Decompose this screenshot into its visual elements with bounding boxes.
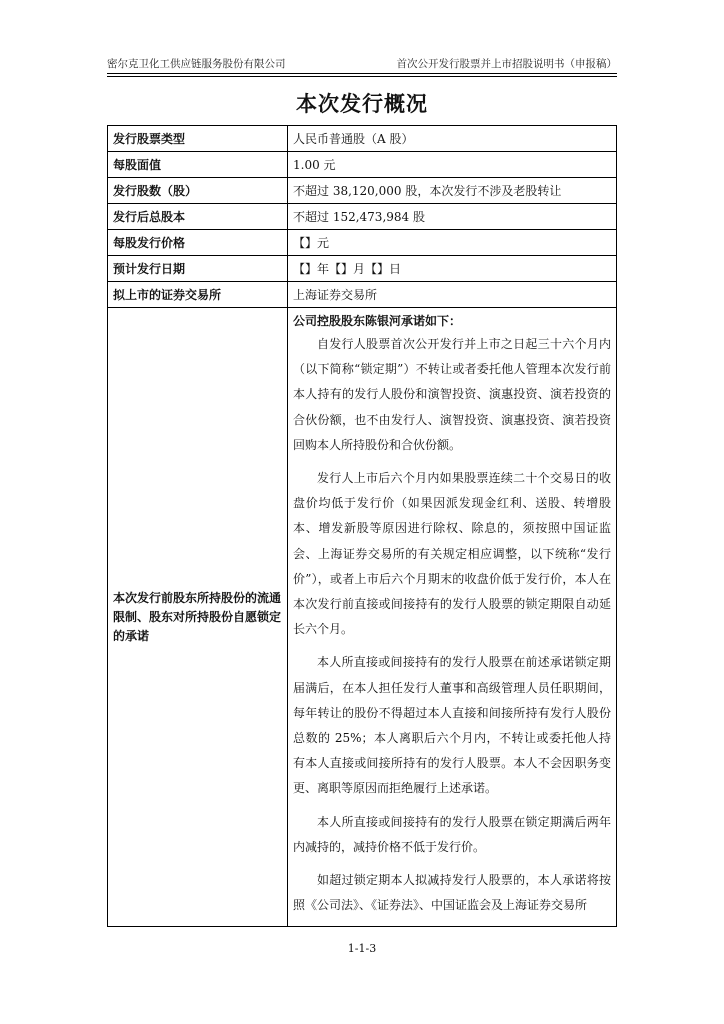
- lockup-paragraph: 发行人上市后六个月内如果股票连续二十个交易日的收盘价均低于发行价（如果因派发现金红利、送股、转增股本、增发新股等原因进行除权、除息的，须按照中国证监会、上海证券交易所的有关规定相应调整，以下统称“发行价”），或者上市后六个月期末的收盘价低于发行价，本人在本次发行前直接或间接持有的发行人股票的锁定期限自动延长六个月。: [293, 471, 611, 637]
- table-row: [108, 178, 617, 204]
- lockup-label: 本次发行前股东所持股份的流通限制、股东对所持股份自愿锁定的承诺: [108, 308, 288, 927]
- row-label: 拟上市的证券交易所: [108, 282, 288, 308]
- row-label: 发行股票类型: [108, 126, 288, 152]
- lockup-paragraph: 如超过锁定期本人拟减持发行人股票的，本人承诺将按照《公司法》、《证券法》、中国证监会及上海证券交易所: [293, 873, 611, 913]
- header-document-title: 首次公开发行股票并上市招股说明书（申报稿）: [396, 58, 617, 70]
- table-row: [108, 126, 617, 152]
- row-value: 上海证券交易所: [288, 282, 617, 308]
- header-company: 密尔克卫化工供应链服务股份有限公司: [107, 58, 286, 70]
- row-value: 1.00 元: [288, 152, 617, 178]
- row-label: 发行股数（股）: [108, 178, 288, 204]
- table-row: [108, 204, 617, 230]
- table-row: [108, 230, 617, 256]
- table-row: [108, 256, 617, 282]
- lockup-row: [108, 308, 617, 927]
- row-value: 【】年【】月【】日: [288, 256, 617, 282]
- row-value: 不超过 38,120,000 股，本次发行不涉及老股转让: [288, 178, 617, 204]
- row-label: 预计发行日期: [108, 256, 288, 282]
- lockup-paragraph: 自发行人股票首次公开发行并上市之日起三十六个月内（以下简称“锁定期”）不转让或者委托他人管理本次发行前本人持有的发行人股份和演智投资、演惠投资、演若投资的合伙份额，也不由发行人、演智投资、演惠投资、演若投资回购本人所持股份和合伙份额。: [293, 337, 611, 452]
- row-value: 【】元: [288, 230, 617, 256]
- row-value: 不超过 152,473,984 股: [288, 204, 617, 230]
- offering-overview-table: [107, 125, 617, 927]
- lockup-commitment: [288, 308, 617, 927]
- header-rule-thin: [107, 76, 617, 77]
- lockup-paragraph: 本人所直接或间接持有的发行人股票在锁定期满后两年内减持的，减持价格不低于发行价。: [293, 814, 611, 854]
- row-label: 每股面值: [108, 152, 288, 178]
- table-row: [108, 152, 617, 178]
- lockup-paragraph: 本人所直接或间接持有的发行人股票在前述承诺锁定期届满后，在本人担任发行人董事和高级管理人员任职期间，每年转让的股份不得超过本人直接和间接所持有发行人股份总数的 25%；本人离职后六个月内，不转让或委托他人持有本人直接或间接所持有的发行人股票。本人不会因职务变更、离职等原因而拒绝履行上述承诺。: [293, 655, 611, 796]
- row-label: 每股发行价格: [108, 230, 288, 256]
- page-number: 1-1-3: [347, 942, 377, 955]
- row-value: 人民币普通股（A 股）: [288, 126, 617, 152]
- header-rule-thick: [107, 73, 617, 74]
- row-label: 发行后总股本: [108, 204, 288, 230]
- table-row: [108, 282, 617, 308]
- lockup-heading: 公司控股股东陈银河承诺如下：: [293, 314, 462, 328]
- page-title: 本次发行概况: [296, 92, 428, 116]
